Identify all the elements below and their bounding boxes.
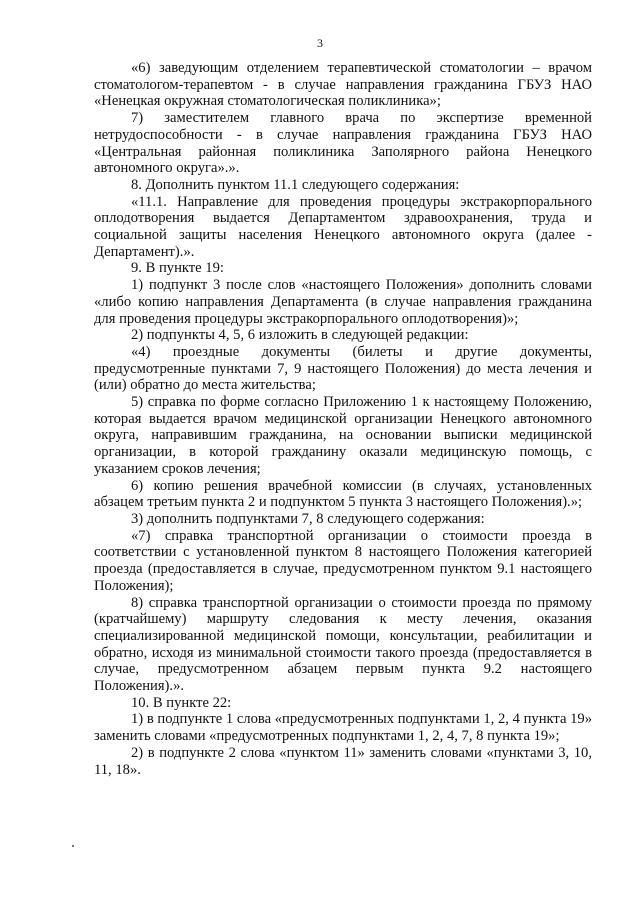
- document-body: [94, 60, 592, 778]
- paragraph-sub-8: 8) справка транспортной организации о стоимости проезда по прямому (кратчайшему) маршруту следования к месту лечения, оказания специализированной медицинской помощи, консультации, реабилитации и обратно, исходя из минимальной стоимости такого проезда (предоставляется в случае, предусмотренном абзацем первым пункта 9.2 настоящего Положения).».: [94, 594, 592, 695]
- paragraph-item-6: «6) заведующим отделением терапевтической стоматологии – врачом стоматологом-терапевтом - в случае направления гражданина ГБУЗ НАО «Ненецкая окружная стоматологическая поликлиника»;: [94, 60, 592, 110]
- paragraph-sub-7: «7) справка транспортной организации о стоимости проезда в соответствии с установленной пунктом 8 настоящего Положения категорией проезда (предоставляется в случае, предусмотренном пунктом 9.1 настоящего Положения);: [94, 527, 592, 594]
- paragraph-point-9: 9. В пункте 19:: [131, 260, 224, 277]
- paragraph-point-8: 8. Дополнить пунктом 11.1 следующего содержания:: [131, 176, 460, 193]
- paragraph-sub-4: «4) проездные документы (билеты и другие документы, предусмотренные пунктами 7, 9 настоящего Положения) до места лечения и (или) обратно до места жительства;: [94, 343, 592, 394]
- paragraph-point-10-sub-2: 2) в подпункте 2 слова «пунктом 11» заменить словами «пунктами 3, 10, 11, 18».: [94, 744, 592, 778]
- paragraph-point-9-sub-3: 3) дополнить подпунктами 7, 8 следующего содержания:: [131, 510, 485, 527]
- paragraph-point-10: 10. В пункте 22:: [131, 694, 232, 711]
- paragraph-point-10-sub-1: 1) в подпункте 1 слова «предусмотренных подпунктами 1, 2, 4 пункта 19» заменить словами «предусмотренных подпунктами 1, 2, 4, 7, 8 пункта 19»;: [94, 711, 592, 745]
- paragraph-sub-6: 6) копию решения врачебной комиссии (в случаях, установленных абзацем третьим пункта 2 и подпунктом 5 пункта 3 настоящего Положения).»;: [94, 477, 592, 511]
- paragraph-sub-5: 5) справка по форме согласно Приложению 1 к настоящему Положению, которая выдается врачом медицинской организации Ненецкого автономного округа, направившим гражданина, на основании выписки медицинской организации, в которой гражданину оказали медицинскую помощь, с указанием сроков лечения;: [94, 394, 592, 477]
- page-number: 3: [317, 36, 323, 50]
- paragraph-point-9-sub-2: 2) подпункты 4, 5, 6 изложить в следующей редакции:: [131, 327, 469, 344]
- paragraph-point-9-sub-1: 1) подпункт 3 после слов «настоящего Положения» дополнить словами «либо копию направления Департамента (в случае направления гражданина для проведения процедуры экстракорпорального оплодотворения)»;: [94, 277, 592, 327]
- paragraph-item-7: 7) заместителем главного врача по экспертизе временной нетрудоспособности - в случае направления гражданина ГБУЗ НАО «Центральная районная поликлиника Заполярного района Ненецкого автономного округа».».: [94, 110, 592, 177]
- scan-speck: [72, 845, 74, 847]
- paragraph-point-11-1: «11.1. Направление для проведения процедуры экстракорпорального оплодотворения выдается Департаментом здравоохранения, труда и социальной защиты населения Ненецкого автономного округа (далее - Департамент).».: [94, 193, 592, 260]
